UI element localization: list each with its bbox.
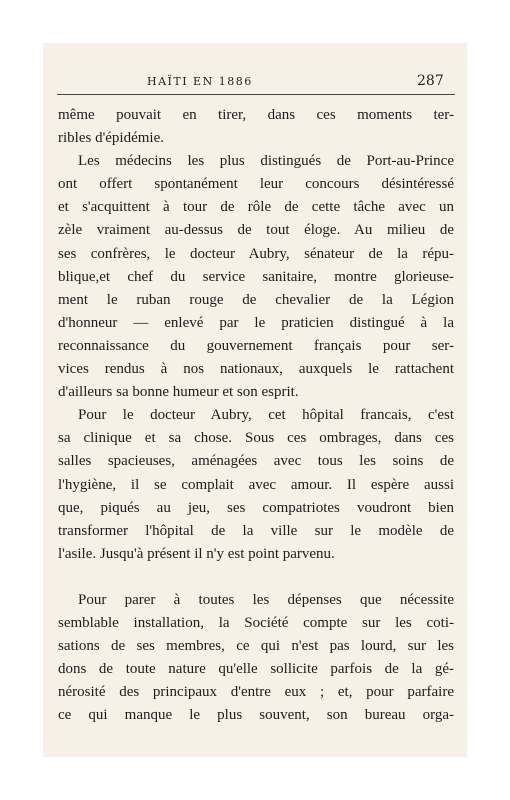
text-line: l'asile. Jusqu'à présent il n'y est point parvenu. <box>58 545 335 562</box>
text-line: Pour parer à toutes les dépenses que nécessite <box>78 592 454 608</box>
text-line: zèle vraiment au-dessus de tout éloge. Au milieu de <box>58 222 454 239</box>
text-line: blique,et chef du service sanitaire, montre glorieuse- <box>58 268 454 285</box>
paragraph <box>58 404 454 566</box>
book-page <box>43 43 467 757</box>
text-line: Pour le docteur Aubry, cet hôpital francais, c'est <box>78 407 454 424</box>
text-block-lower <box>58 589 454 728</box>
text-line: sa clinique et sa chose. Sous ces ombrages, dans ces <box>58 430 454 447</box>
text-block-upper <box>58 104 454 566</box>
text-line: l'hygiène, il se complait avec amour. Il espère aussi <box>58 476 454 493</box>
text-line: reconnaissance du gouvernement français pour ser- <box>58 337 454 354</box>
text-line: nérosité des principaux d'entre eux ; et, pour parfaire <box>58 684 454 701</box>
text-line: et s'acquittent à tour de rôle de cette tâche avec un <box>58 199 454 216</box>
text-line: semblable installation, la Société compte sur les coti- <box>58 615 454 632</box>
text-line: Les médecins les plus distingués de Port-au-Prince <box>78 153 454 170</box>
text-line: ment le ruban rouge de chevalier de la Légion <box>58 291 454 308</box>
page-number: 287 <box>417 73 444 89</box>
header-rule <box>57 94 455 95</box>
paragraph <box>58 589 454 728</box>
text-line: transformer l'hôpital de la ville sur le modèle de <box>58 522 454 539</box>
text-line: que, piqués au jeu, ses compatriotes voudront bien <box>58 499 454 516</box>
paragraph <box>58 104 454 150</box>
text-line: ce qui manque le plus souvent, son bureau orga- <box>58 707 454 724</box>
text-line: d'honneur — enlevé par le praticien distingué à la <box>58 314 454 331</box>
page-header <box>43 73 467 93</box>
text-line: ses confrères, le docteur Aubry, sénateur de la répu- <box>58 245 454 262</box>
text-line: d'ailleurs sa bonne humeur et son esprit. <box>58 384 299 401</box>
running-title: HAÏTI EN 1886 <box>147 75 253 88</box>
text-line: même pouvait en tirer, dans ces moments ter- <box>58 107 454 123</box>
paragraph <box>58 150 454 404</box>
text-line: vices rendus à nos nationaux, auxquels le rattachent <box>58 361 454 378</box>
text-line: ribles d'épidémie. <box>58 130 165 147</box>
text-line: dons de toute nature qu'elle sollicite parfois de la gé- <box>58 661 454 678</box>
text-line: ont offert spontanément leur concours désintéressé <box>58 176 454 193</box>
text-line: sations de ses membres, ce qui n'est pas lourd, sur les <box>58 638 454 655</box>
text-line: salles spacieuses, aménagées avec tous les soins de <box>58 453 454 470</box>
